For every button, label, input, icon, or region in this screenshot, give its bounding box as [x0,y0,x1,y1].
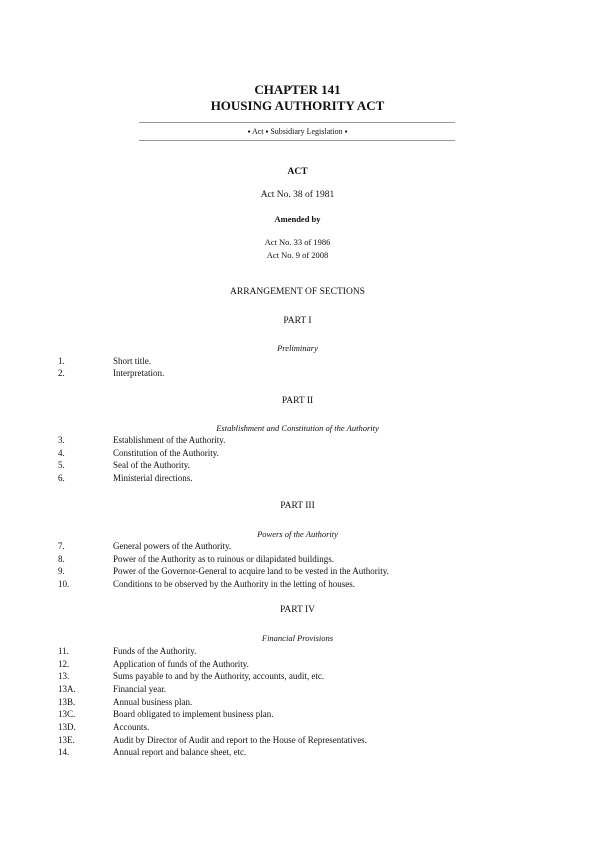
amendment-item: Act No. 9 of 2008 [266,250,329,260]
top-divider [139,122,455,123]
section-title: Constitution of the Authority. [113,448,219,458]
section-number: 6. [58,473,65,483]
section-title: Accounts. [113,722,150,732]
act-title: HOUSING AUTHORITY ACT [210,98,385,113]
part-title: Establishment and Constitution of the Authority [216,423,379,433]
section-row [0,540,595,552]
part-title: Preliminary [277,343,318,353]
section-row [0,459,595,471]
section-title: Annual report and balance sheet, etc. [113,747,247,757]
chapter-title: CHAPTER 141 [254,82,341,97]
section-number: 13D. [58,722,76,732]
section-title: Seal of the Authority. [113,460,190,470]
section-row [0,578,595,590]
section-row [0,447,595,459]
section-row [0,553,595,565]
section-title: Conditions to be observed by the Authority in the letting of houses. [113,579,355,589]
bottom-divider [139,140,455,141]
section-title: Funds of the Authority. [113,646,197,656]
section-number: 3. [58,435,65,445]
section-title: Establishment of the Authority. [113,435,226,445]
section-number: 13C. [58,709,76,719]
section-number: 8. [58,554,65,564]
section-row [0,645,595,657]
act-heading: ACT [287,167,308,177]
section-number: 13A. [58,684,76,694]
section-number: 9. [58,566,65,576]
part-label: PART I [283,316,312,326]
section-row [0,683,595,695]
part-label: PART II [281,396,314,406]
section-row [0,734,595,746]
section-title: Interpretation. [113,368,165,378]
section-title: Short title. [113,356,151,366]
section-number: 13E. [58,735,75,745]
arrangement-heading: ARRANGEMENT OF SECTIONS [230,287,365,297]
section-row [0,355,595,367]
section-title: Ministerial directions. [113,473,193,483]
document-nav-links[interactable]: ▪ Act ▪ Subsidiary Legislation ▪ [247,127,348,136]
section-row [0,708,595,720]
section-row [0,472,595,484]
section-row [0,367,595,379]
section-row [0,696,595,708]
amended-by-label: Amended by [274,214,321,224]
section-number: 5. [58,460,65,470]
section-title: Board obligated to implement business plan. [113,709,274,719]
section-number: 2. [58,368,65,378]
section-title: Power of the Authority as to ruinous or dilapidated buildings. [113,554,334,564]
part-label: PART IV [279,605,316,615]
section-number: 13. [58,671,70,681]
section-title: Sums payable to and by the Authority, accounts, audit, etc. [113,671,325,681]
section-number: 11. [58,646,69,656]
section-title: Power of the Governor-General to acquire land to be vested in the Authority. [113,566,389,576]
part-title: Financial Provisions [261,633,334,643]
section-title: Application of funds of the Authority. [113,659,249,669]
section-row [0,565,595,577]
section-title: Audit by Director of Audit and report to the House of Representatives. [113,735,367,745]
section-title: Annual business plan. [113,697,193,707]
section-number: 10. [58,579,70,589]
section-row [0,434,595,446]
section-title: Financial year. [113,684,166,694]
section-number: 13B. [58,697,76,707]
section-number: 1. [58,356,65,366]
part-label: PART III [280,501,315,511]
act-number: Act No. 38 of 1981 [260,190,335,200]
section-row [0,670,595,682]
section-number: 7. [58,541,65,551]
amendment-item: Act No. 33 of 1986 [264,237,331,247]
section-number: 14. [58,747,70,757]
section-number: 12. [58,659,70,669]
part-title: Powers of the Authority [257,529,338,539]
section-number: 4. [58,448,65,458]
section-title: General powers of the Authority. [113,541,232,551]
section-row [0,721,595,733]
section-row [0,746,595,758]
section-row [0,658,595,670]
